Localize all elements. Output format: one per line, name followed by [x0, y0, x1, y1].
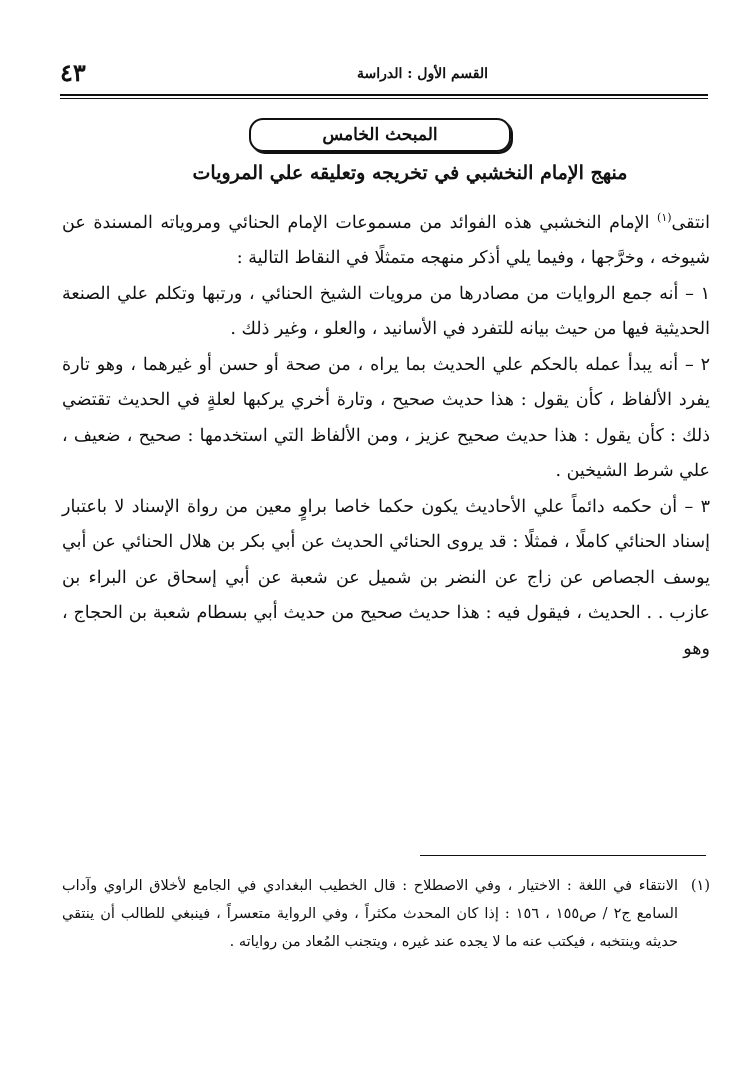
footnote-reference: (١)	[657, 211, 672, 224]
header-rule-thin	[60, 98, 708, 99]
footnote-separator	[420, 855, 706, 856]
section-title: المبحث الخامس	[322, 125, 438, 145]
intro-text: الإمام النخشبي هذه الفوائد من مسموعات الإمام الحنائي ومروياته المسندة عن شيوخه ، وخرَّجها ، وفيما يلي أذكر منهجه متمثلًا في النقاط التالية :	[62, 212, 710, 269]
footnote	[62, 872, 710, 956]
running-header	[60, 58, 708, 92]
running-title: القسم الأول : الدراسة	[356, 66, 488, 82]
chapter-heading: منهج الإمام النخشبي في تخريجه وتعليقه علي المرويات	[192, 162, 628, 184]
page-number: ٤٣	[60, 58, 86, 87]
intro-paragraph	[62, 200, 710, 277]
header-rule	[60, 94, 708, 96]
section-title-box	[249, 118, 511, 152]
footnote-number: (١)	[690, 878, 710, 894]
body-text	[62, 200, 710, 667]
footnote-text: الانتقاء في اللغة : الاختيار ، وفي الاصطلاح : قال الخطيب البغدادي في الجامع لأخلاق الراوي وآداب السامع ج٢ / ص١٥٥ ، ١٥٦ : إذا كان المحدث مكثراً ، وفي الرواية متعسراً ، فينبغي للطالب أن ينتقي حديثه وينتخبه ، فيكتب عنه ما لا يجده عند غيره ، ويتجنب المُعاد من رواياته .	[62, 878, 678, 950]
point-paragraph: ٣ – أن حكمه دائماً علي الأحاديث يكون حكما خاصا براوٍ معين من رواة الإسناد لا باعتبار إسناد الحنائي كاملًا ، فمثلًا : قد يروى الحنائي الحديث عن أبي بكر بن هلال الحنائي عن أبي يوسف الجصاص عن زاج عن النضر بن شميل عن شعبة عن أبي إسحاق عن البراء بن عازب . . الحديث ، فيقول فيه : هذا حديث صحيح من حديث أبي بسطام شعبة بن الحجاج ، وهو	[62, 496, 710, 659]
intro-first-word: انتقى	[671, 212, 710, 233]
point-paragraph: ١ – أنه جمع الروايات من مصادرها من مرويات الشيخ الحنائي ، ورتبها وتكلم علي الصنعة الحديثية فيها من حيث بيانه للتفرد في الأسانيد ، والعلو ، وغير ذلك .	[62, 283, 710, 340]
point-paragraph: ٢ – أنه يبدأ عمله بالحكم علي الحديث بما يراه ، من صحة أو حسن أو غيرهما ، وهو تارة يفرد الألفاظ ، كأن يقول : هذا حديث صحيح ، وتارة أخري يركبها لعلةٍ في الحديث تقتضي ذلك : كأن يقول : هذا حديث صحيح عزيز ، ومن الألفاظ التي استخدمها : صحيح ، ضعيف ، علي شرط الشيخين .	[62, 354, 710, 482]
